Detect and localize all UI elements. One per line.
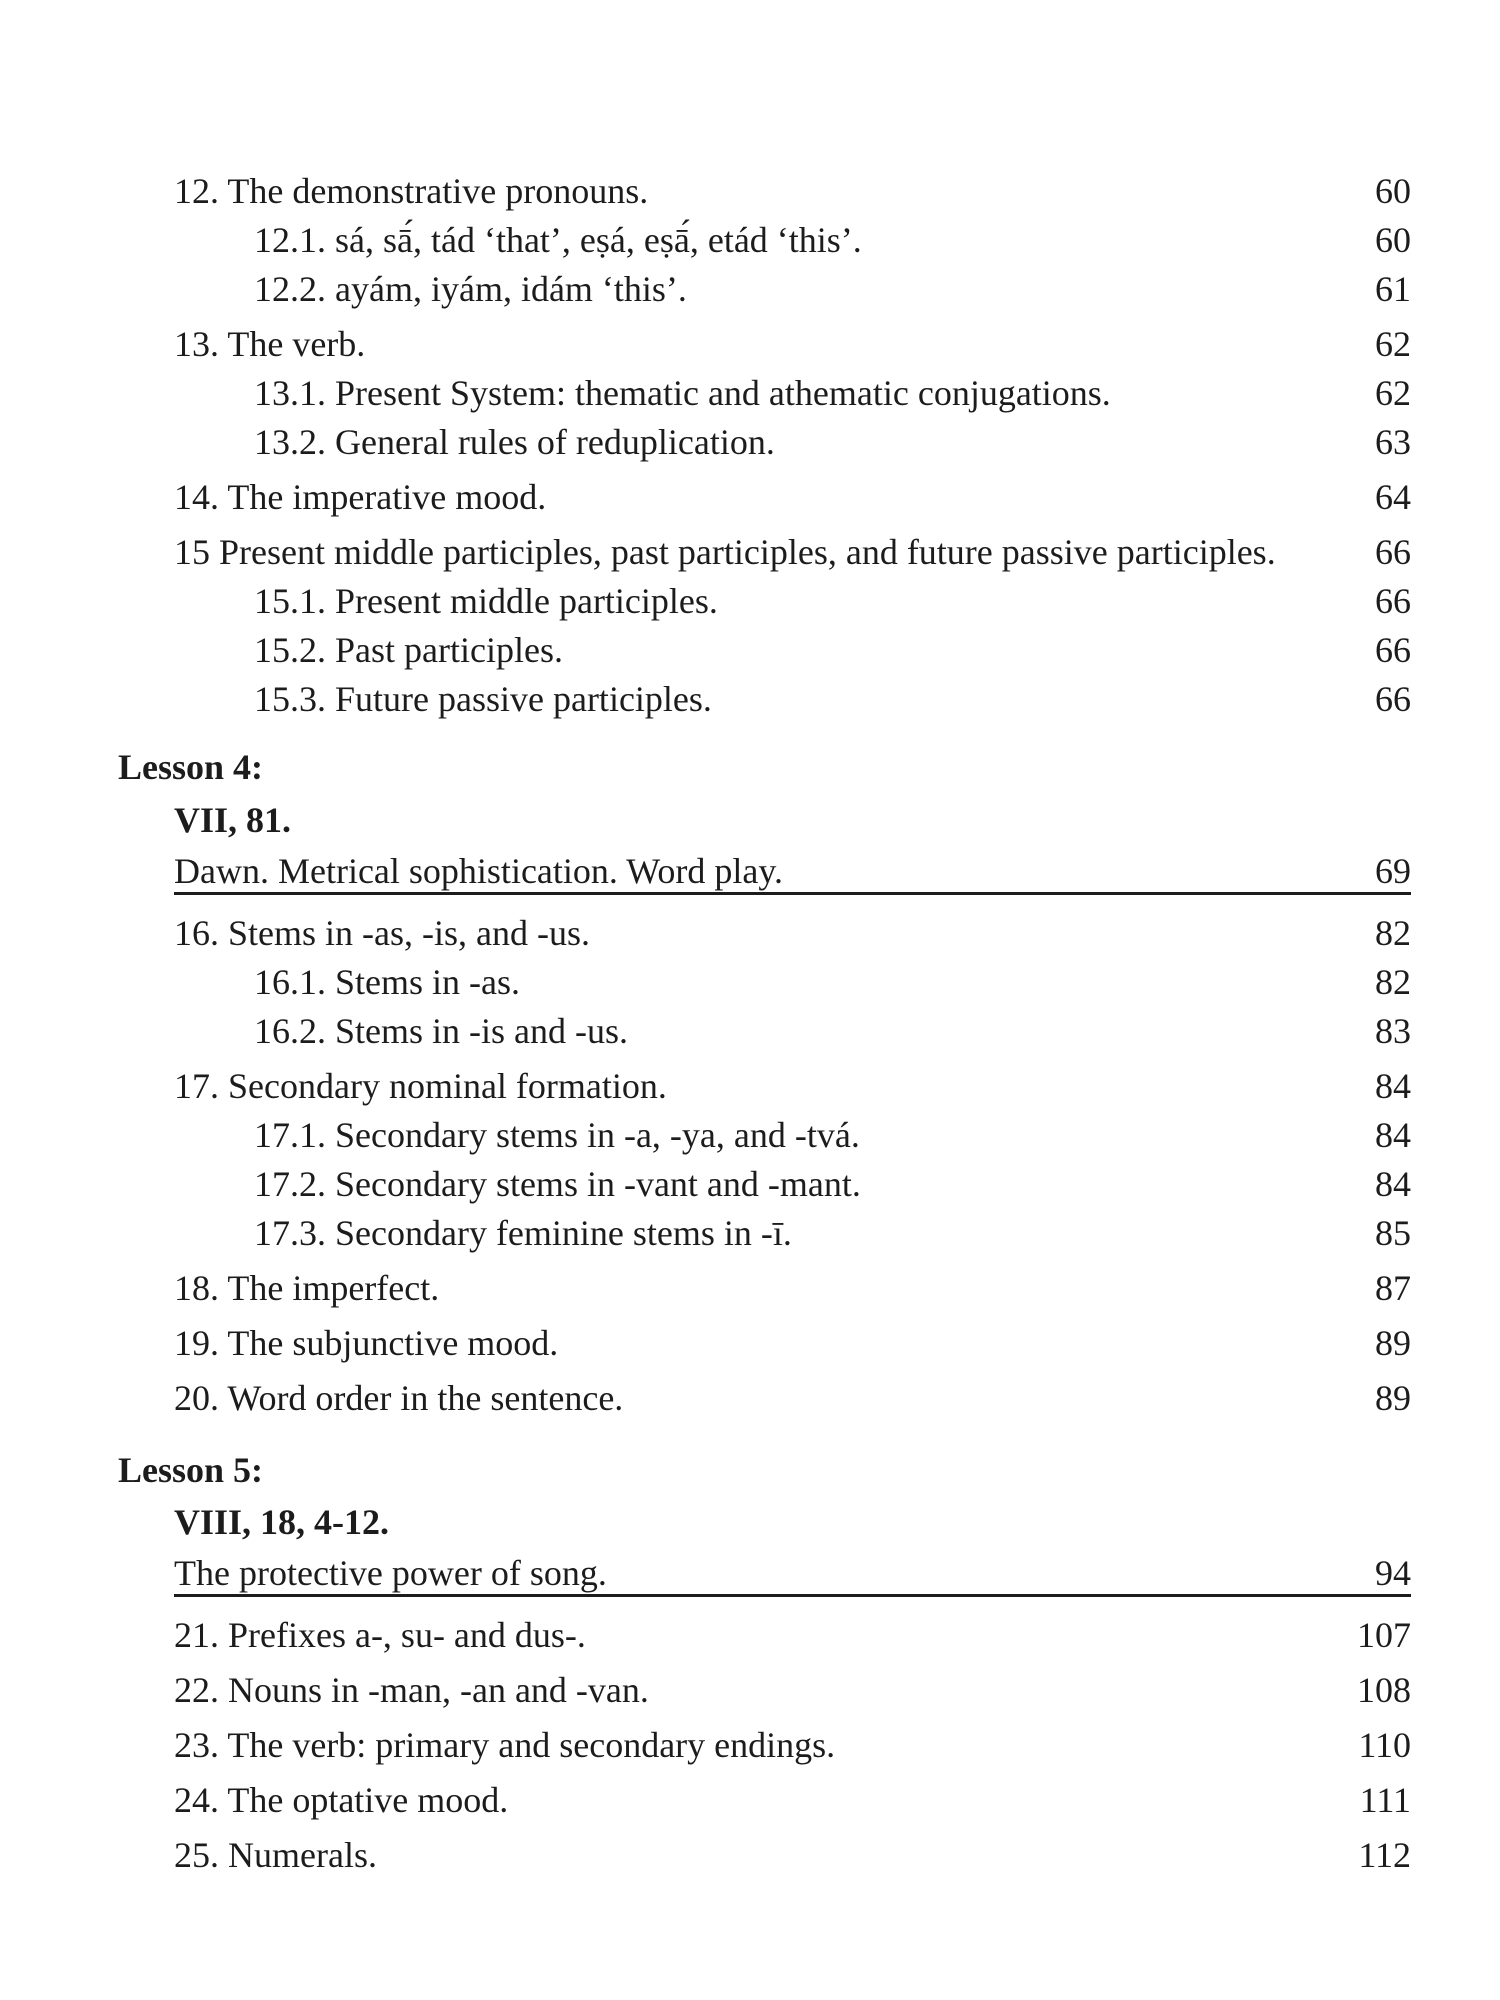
entry-title: 15.2. Past participles. — [254, 630, 563, 670]
entry-title: 12.1. sá, sā́, tád ‘that’, eṣá, eṣā́, etád ‘this’. — [254, 220, 862, 260]
entry-title: 12. The demonstrative pronouns. — [174, 171, 649, 211]
entry-page: 66 — [1375, 581, 1411, 621]
entry-title: 24. The optative mood. — [174, 1780, 509, 1820]
divider — [174, 892, 1411, 895]
entry-page: 111 — [1359, 1780, 1411, 1820]
entry-title: 22. Nouns in -man, -an and -van. — [174, 1670, 649, 1710]
entry-page: 60 — [1375, 171, 1411, 211]
hymn-text-entry — [174, 1548, 1411, 1598]
toc-entry — [174, 908, 1411, 958]
entry-page: 66 — [1375, 630, 1411, 670]
entry-title: 19. The subjunctive mood. — [174, 1323, 559, 1363]
entry-title: Dawn. Metrical sophistication. Word play. — [174, 851, 783, 891]
toc-entry — [174, 1373, 1411, 1423]
entry-page: 82 — [1375, 913, 1411, 953]
entry-title: 15 Present middle participles, past participles, and future passive participles. — [174, 532, 1276, 572]
entry-page: 83 — [1375, 1011, 1411, 1051]
toc-subentry — [254, 576, 1411, 626]
entry-page: 60 — [1375, 220, 1411, 260]
entry-page: 69 — [1375, 851, 1411, 891]
toc-entry — [174, 1720, 1411, 1770]
toc-entry — [174, 1061, 1411, 1111]
entry-page: 84 — [1375, 1115, 1411, 1155]
entry-title: 16. Stems in -as, -is, and -us. — [174, 913, 590, 953]
entry-title: 17. Secondary nominal formation. — [174, 1066, 667, 1106]
entry-title: 25. Numerals. — [174, 1835, 377, 1875]
toc-entry — [174, 1263, 1411, 1313]
entry-title: 13. The verb. — [174, 324, 366, 364]
entry-title: 13.1. Present System: thematic and athematic conjugations. — [254, 373, 1111, 413]
entry-page: 110 — [1358, 1725, 1411, 1765]
entry-title: 17.1. Secondary stems in -a, -ya, and -tvá. — [254, 1115, 860, 1155]
toc-entry — [174, 166, 1411, 216]
entry-page: 61 — [1375, 269, 1411, 309]
toc-subentry — [254, 957, 1411, 1007]
toc-subentry — [254, 1159, 1411, 1209]
entry-page: 62 — [1375, 324, 1411, 364]
toc-entry — [174, 1775, 1411, 1825]
entry-page: 62 — [1375, 373, 1411, 413]
toc-subentry — [254, 264, 1411, 314]
entry-page: 107 — [1357, 1615, 1411, 1655]
lesson-heading: Lesson 4: — [118, 747, 264, 787]
entry-title: 13.2. General rules of reduplication. — [254, 422, 775, 462]
toc-subentry — [254, 215, 1411, 265]
hymn-text-entry — [174, 846, 1411, 896]
entry-page: 89 — [1375, 1378, 1411, 1418]
entry-title: 21. Prefixes a-, su- and dus-. — [174, 1615, 586, 1655]
toc-subentry — [254, 1208, 1411, 1258]
entry-title: 16.2. Stems in -is and -us. — [254, 1011, 628, 1051]
entry-title: 15.3. Future passive participles. — [254, 679, 712, 719]
entry-title: The protective power of song. — [174, 1553, 607, 1593]
entry-title: 16.1. Stems in -as. — [254, 962, 520, 1002]
entry-page: 85 — [1375, 1213, 1411, 1253]
entry-title: 12.2. ayám, iyám, idám ‘this’. — [254, 269, 687, 309]
toc-entry — [174, 527, 1411, 577]
toc-subentry — [254, 674, 1411, 724]
toc-entry — [174, 1665, 1411, 1715]
toc-entry — [174, 1318, 1411, 1368]
entry-title: 15.1. Present middle participles. — [254, 581, 718, 621]
entry-page: 63 — [1375, 422, 1411, 462]
entry-title: 17.2. Secondary stems in -vant and -mant. — [254, 1164, 861, 1204]
entry-page: 108 — [1357, 1670, 1411, 1710]
entry-title: 20. Word order in the sentence. — [174, 1378, 624, 1418]
toc-entry — [174, 472, 1411, 522]
entry-page: 89 — [1375, 1323, 1411, 1363]
hymn-reference: VIII, 18, 4-12. — [174, 1502, 390, 1542]
entry-page: 94 — [1375, 1553, 1411, 1593]
toc-entry — [174, 1610, 1411, 1660]
entry-page: 66 — [1375, 679, 1411, 719]
entry-title: 17.3. Secondary feminine stems in -ī. — [254, 1213, 792, 1253]
lesson-heading: Lesson 5: — [118, 1450, 264, 1490]
entry-page: 84 — [1375, 1164, 1411, 1204]
toc-entry — [174, 319, 1411, 369]
toc-subentry — [254, 417, 1411, 467]
toc-entry — [174, 1830, 1411, 1880]
entry-title: 23. The verb: primary and secondary endings. — [174, 1725, 836, 1765]
entry-page: 87 — [1375, 1268, 1411, 1308]
toc-subentry — [254, 368, 1411, 418]
toc-subentry — [254, 625, 1411, 675]
entry-page: 64 — [1375, 477, 1411, 517]
divider — [174, 1594, 1411, 1597]
entry-title: 18. The imperfect. — [174, 1268, 440, 1308]
toc-subentry — [254, 1110, 1411, 1160]
toc-subentry — [254, 1006, 1411, 1056]
entry-title: 14. The imperative mood. — [174, 477, 547, 517]
entry-page: 84 — [1375, 1066, 1411, 1106]
hymn-reference: VII, 81. — [174, 800, 292, 840]
entry-page: 66 — [1375, 532, 1411, 572]
entry-page: 112 — [1358, 1835, 1411, 1875]
entry-page: 82 — [1375, 962, 1411, 1002]
